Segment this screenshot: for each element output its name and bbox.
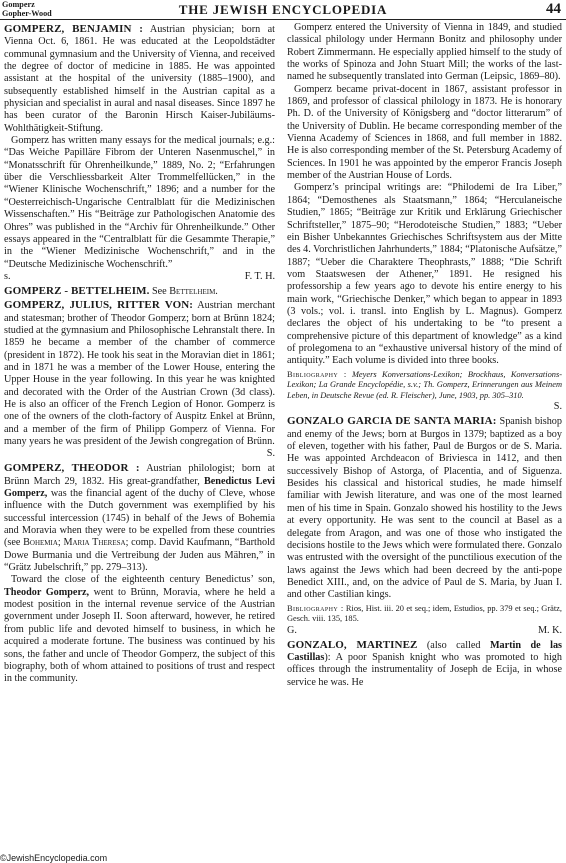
entry-benjamin-gomperz: GOMPERZ, BENJAMIN : Austrian physician; born at Vienna Oct. 6, 1861. He was educated at the Leopoldstädter communal gymnasium and the University of Vienna, and received the degree of doctor of medicine in 1885. He was appointed assistant at the hospital of the university (1885–1900), and subsequently established himself in the Austrian capital as a physician and specialist in aural and nasal diseases. Since 1897 he has been curator of the Baronin Hirsch Kaiser-Jubiläums-Wohlthätigkeit-Stiftung. bbox=[4, 23, 275, 134]
entry-gomperz-bettelheim: GOMPERZ - BETTELHEIM. See Bettelheim. bbox=[4, 284, 218, 297]
headword: GONZALO GARCIA DE SANTA MARIA: bbox=[287, 415, 497, 428]
signature-row bbox=[287, 625, 562, 638]
page-header bbox=[0, 0, 566, 20]
bibliography-label: Bibliography : bbox=[287, 603, 344, 613]
entry-gonzalo-martinez: GONZALO, MARTINEZ (also called Martin de las Castillas): A poor Spanish knight who was promoted to high offices through the instrumentality of Joseph de Ecija, in whose service he was. He bbox=[287, 638, 562, 688]
running-title: THE JEWISH ENCYCLOPEDIA bbox=[178, 2, 388, 17]
paragraph: Gomperz’s principal writings are: “Philodemi de Ira Liber,” 1864; “Demosthenes als Staatsmann,” 1864; “Herculaneische Studien,” 1865; “Beiträge zur Kritik und Erklärung Griechischer Schriftsteller,” 1875–90; “Herodoteische Studien,” 1883; “Ueber ein Bisher Unbekanntes Griechisches Schriftsystem aus der Mitte des 4. Vorchristlichen Jahrhunderts,” 1884; “Platonische Aufsätze,” 1887; “Ueber die Charaktere Theophrasts,” 1888; “Die Schrift vom Staatswesen der Athener,” 1891. He resigned his professorship a few years ago to devote his entire energy to his main work, “Griechische Denker,” which began to appear in 1893 (3 vols.; vol. i. transl. into English by L. Magnus). Gomperz declares the object of his undertaking to be “to present a comprehensive picture of this department of knowledge” as a kind of prolegomena to an “exhaustive universal history of the mind of antiquity.” Each volume is divided into three books. bbox=[287, 182, 562, 367]
right-column bbox=[287, 22, 562, 860]
signature-left: s. bbox=[4, 270, 11, 282]
signature-row bbox=[287, 401, 562, 414]
person-name: Martin de las Castillas bbox=[287, 639, 562, 664]
person-name: Benedictus Levi Gomperz, bbox=[4, 475, 275, 500]
signature-right: S. bbox=[266, 448, 275, 460]
left-column bbox=[4, 22, 275, 852]
signature-right: S. bbox=[553, 401, 562, 413]
page-number: 44 bbox=[546, 1, 561, 17]
entry-gonzalo-garcia: GONZALO GARCIA DE SANTA MARIA: Spanish bishop and enemy of the Jews; born at Burgos in 1379; baptized as a boy of eleven, together with his father, Paul de Burgos or de S. Maria. He was appointed Archdeacon of Briviesca in 1412, and then successively Bishop of Astorga, of Placentia, and of Siguenza. Besides his classical and historical studies, he made himself familiar with Jewish literature, and was one of the most learned men of his time in Spain. Gonzalo showed his hostility to the Jews at every opportunity. He was sent to the council at Basel as a delegate from Aragon, and was one of those who instigated the decisions hostile to the Jews which were formulated there. Gonzalo was entrusted with the oversight of the punctilious execution of the laws against the Jews which had been decreed by the anti-pope Benedict XIII., and, on the advice of Paul de S. Maria, by Juan I. and other Castilian kings. bbox=[287, 415, 562, 601]
paragraph: Gomperz entered the University of Vienna in 1849, and studied classical philology under Hermann Bonitz and philosophy under Robert Zimmermann. He especially applied himself to the study of the works of Spinoza and John Stuart Mill; the works of the last-named he subsequently translated into German (Leipsic, 1869–80). bbox=[287, 22, 562, 83]
headword: GONZALO, MARTINEZ bbox=[287, 638, 418, 651]
signature-right: F. T. H. bbox=[244, 270, 275, 282]
entry-theodor-gomperz: GOMPERZ, THEODOR : Austrian philologist; born at Brünn March 29, 1832. His great-grandfather, Benedictus Levi Gomperz, was the financial agent of the duchy of Cleve, whose influence with the Dutch government was exemplified by his successful intercession (1745) in behalf of the Jews of Bohemia and Moravia when they were to be expelled from these countries (see Bohemia; Maria Theresa; comp. David Kaufmann, “Barthold Dowe Burmania und die Vertreibung der Juden aus Mähren,” in “Grätz Jubelschrift,” pp. 279–313). bbox=[4, 462, 275, 574]
cross-reference-link[interactable]: Bettelheim. bbox=[169, 285, 218, 297]
headword: GOMPERZ - BETTELHEIM. bbox=[4, 284, 150, 297]
cross-reference-link[interactable]: Bohemia bbox=[23, 537, 58, 549]
copyright-footer: ©JewishEncyclopedia.com bbox=[0, 853, 108, 863]
guide-word-top: Gomperz bbox=[2, 0, 35, 9]
headword: GOMPERZ, THEODOR : bbox=[4, 462, 140, 475]
cross-reference-link[interactable]: Maria Theresa bbox=[63, 537, 126, 549]
person-name: Theodor Gomperz, bbox=[4, 586, 90, 598]
bibliography: Bibliography : Meyers Konversations-Lexikon; Brockhaus, Konversations-Lexikon; La Grande Encyclopédie, s.v.; Th. Gomperz, Erinnerungen aus Meinem Leben, in Deutsche Revue (ed. R. Fleischer), June, 1903, pp. 305–310. bbox=[287, 369, 562, 400]
paragraph: Toward the close of the eighteenth century Benedictus’ son, Theodor Gomperz, went to Brünn, Moravia, where he held a modest position in the internal revenue service of the Austrian government under Joseph II. Soon afterward, however, he retired from public life and devoted himself to business, in which he acquired a moderate fortune. The business was continued by his sons, the father and uncle of Theodor Gomperz, the subject of this biography, both of whom attained to positions of trust and respect in the community. bbox=[4, 574, 275, 685]
paragraph: Gomperz has written many essays for the medical journals; e.g.: “Das Weiche Papilläre Fibrom der Unteren Nasenmuschel,” in “Monatsschrift für Ohrenheilkunde,” 1889, No. 2; “Erfahrungen über die Verschliessbarkeit Alter Trommelfellücken,” in the “Wiener Klinische Wochenschrift,” 1896; and a number for the “Oesterreichisch-Ungarische Centralblatt für die Medizinischen Wissenschaften.” His “Beiträge zur Pathologischen Anatomie des Ohres” was published in the “Archiv für Ohrenheilkunde.” Other essays appeared in the “Centralblatt für die Gesammte Therapie,” in the “Wiener Medizinische Wochenschrift,” and in the “Deutsche Medizinische Wochenschrift.” bbox=[4, 135, 275, 270]
bibliography: Bibliography : Rios, Hist. iii. 20 et seq.; idem, Estudios, pp. 379 et seq.; Grätz, Gesch. viii. 135, 185. bbox=[287, 603, 562, 624]
headword: GOMPERZ, BENJAMIN : bbox=[4, 23, 144, 35]
signature-right: M. K. bbox=[537, 624, 562, 636]
paragraph: Gomperz became privat-docent in 1867, assistant professor in 1869, and professor of classical philology in 1873. He is honorary Ph. D. of the University of Königsberg and “doctor litterarum” of the University of Dublin. He became corresponding member of the Vienna Academy of Sciences in 1868, and full member in 1882. He is also corresponding member of the St. Petersburg Academy of Sciences. In 1901 he was appointed by the emperor Francis Joseph member of the Austrian House of Lords. bbox=[287, 83, 562, 182]
guide-word-bottom: Gopher-Wood bbox=[2, 9, 52, 18]
entry-julius-gomperz: GOMPERZ, JULIUS, RITTER VON: Austrian merchant and statesman; brother of Theodor Gomperz; born at Brünn 1824; studied at the gymnasium and Philosophische Lehranstalt there. In 1859 he became a member of the chamber of commerce (president in 1872). He took his seat in the Moravian diet in 1861; and in 1871 he was a member of the Lower House, entering the Upper House in the year following. In this year he was knighted and decorated with the Order of the Austrian Crown (3d class). He is also an officer of the French Legion of Honor. Gomperz is one of the owners of the cloth-factory of Auspitz Enkel at Brünn, and a member of the firm of Philipp Gomperz of Vienna. For many years he was president of the Jewish congregation of Brünn. bbox=[4, 299, 275, 447]
signature-left: G. bbox=[287, 624, 297, 636]
bibliography-label: Bibliography : bbox=[287, 369, 347, 379]
headword: GOMPERZ, JULIUS, RITTER VON: bbox=[4, 299, 194, 312]
signature-row bbox=[4, 448, 275, 461]
signature-row bbox=[4, 271, 275, 284]
